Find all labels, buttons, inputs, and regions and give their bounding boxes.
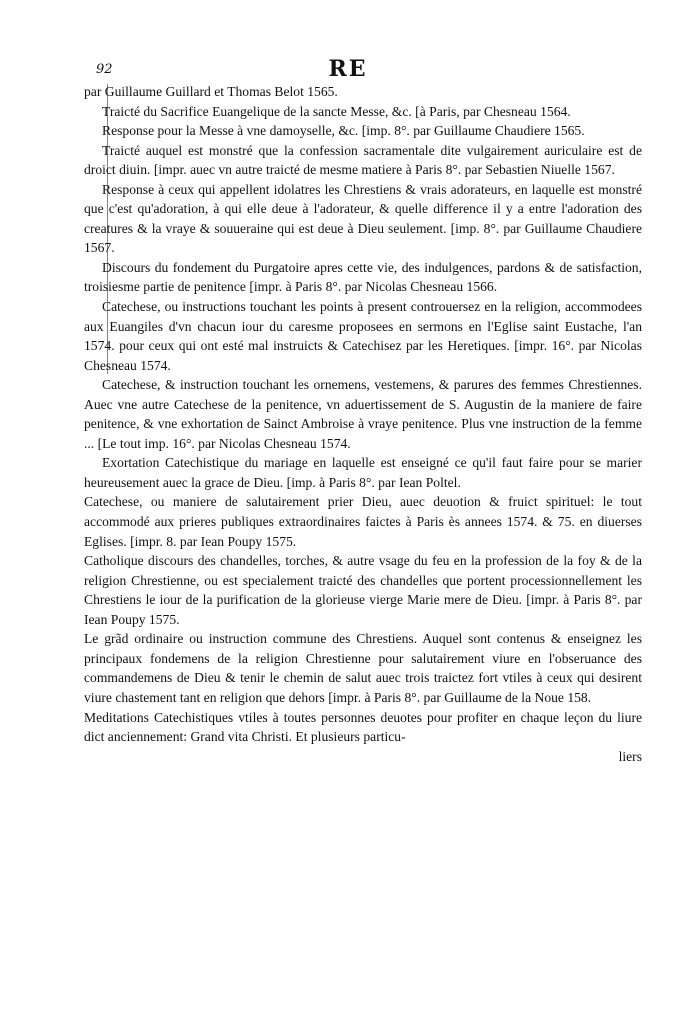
entry-11: Le grãd ordinaire ou instruction commune des Chrestiens. Auquel sont contenus & enseignez les principaux fondemens de la religion Chrestienne pour salutairement viure en l'obseruance des commandemens de Dieu & tenir le chemin de salut auec trois traictez fort vtiles à ceux qui desirent viure chastement tant en religion que dehors [impr. à Paris 8°. par Guillaume de la Noue 158. bbox=[84, 631, 642, 705]
running-head: RE bbox=[328, 56, 368, 82]
entry-list bbox=[84, 82, 642, 766]
entry-5: Discours du fondement du Purgatoire apres cette vie, des indulgences, pardons & de satisfaction, troisiesme partie de penitence [impr. à Paris 8°. par Nicolas Chesneau 1566. bbox=[84, 259, 642, 295]
entry-8: Exortation Catechistique du mariage en laquelle est enseigné ce qu'il faut faire pour se marier heureusement auec la grace de Dieu. [imp. à Paris 8°. par Iean Poltel. bbox=[84, 455, 642, 490]
entry-4: Response à ceux qui appellent idolatres les Chrestiens & vrais adorateurs, en laquelle est monstré que c'est qu'adoration, à qui elle deue à l'adorateur, & quelle difference il y a entre l'adoration des creatures & la vraye & souueraine qui est deue à Dieu seulement. [imp. 8°. par Guillaume Chaudiere 1567. bbox=[84, 181, 642, 256]
continuation-word: liers bbox=[618, 748, 642, 764]
entry-1: Traicté du Sacrifice Euangelique de la sancte Messe, &c. [à Paris, par Chesneau 1564. bbox=[102, 103, 571, 119]
entry-7: Catechese, & instruction touchant les ornemens, vestemens, & parures des femmes Chrestiennes. Auec vne autre Catechese de la penitence, vn aduertissement de S. Augustin de la maniere de faire penitence, & vne exhortation de Sainct Ambroise à vraye penitence. Plus vne instruction de la femme ... [Le tout imp. 16°. par Nicolas Chesneau 1574. bbox=[84, 377, 642, 451]
entry-6: Catechese, ou instructions touchant les points à present controuersez en la religion, accommodees aux Euangiles d'vn chacun iour du caresme proposees en sermons en l'Eglise saint Eustache, l'an 1574. pour ceux qui ont esté mal instruicts & Catechisez par les Heretiques. [impr. 16°. par Nicolas Chesneau 1574. bbox=[84, 299, 642, 373]
entry-9: Catechese, ou maniere de salutairement prier Dieu, auec deuotion & fruict spirituel: le tout accommodé aux prieres publiques extraordinaires faictes à Paris ès annees 1574. & 75. en diuerses Eglises. [impr. 8. par Iean Poupy 1575. bbox=[84, 494, 642, 549]
page-header bbox=[0, 56, 696, 82]
entry-12: Meditations Catechistiques vtiles à toutes personnes deuotes pour profiter en chaque leçon du liure dict anciennement: Grand vita Christi. Et plusieurs particu- bbox=[84, 709, 642, 745]
page-number: 92 bbox=[96, 62, 113, 77]
entry-2: Response pour la Messe à vne damoyselle, &c. [imp. 8°. par Guillaume Chaudiere 1565. bbox=[102, 123, 585, 139]
entry-10: Catholique discours des chandelles, torches, & autre vsage du feu en la profession de la foy & de la religion Chrestienne, ou est specialement traicté des chandelles que portent processionnellement les Chrestiens le iour de la purification de la glorieuse vierge Marie mere de Dieu. [impr. à Paris 8°. par Iean Poupy 1575. bbox=[84, 553, 642, 627]
entry-3: Traicté auquel est monstré que la confession sacramentale dite vulgairement auriculaire est de droict diuin. [impr. auec vn autre traicté de mesme matiere à Paris 8°. par Sebastien Niuelle 1567. bbox=[84, 142, 642, 178]
entry-0: par Guillaume Guillard et Thomas Belot 1565. bbox=[84, 84, 338, 99]
